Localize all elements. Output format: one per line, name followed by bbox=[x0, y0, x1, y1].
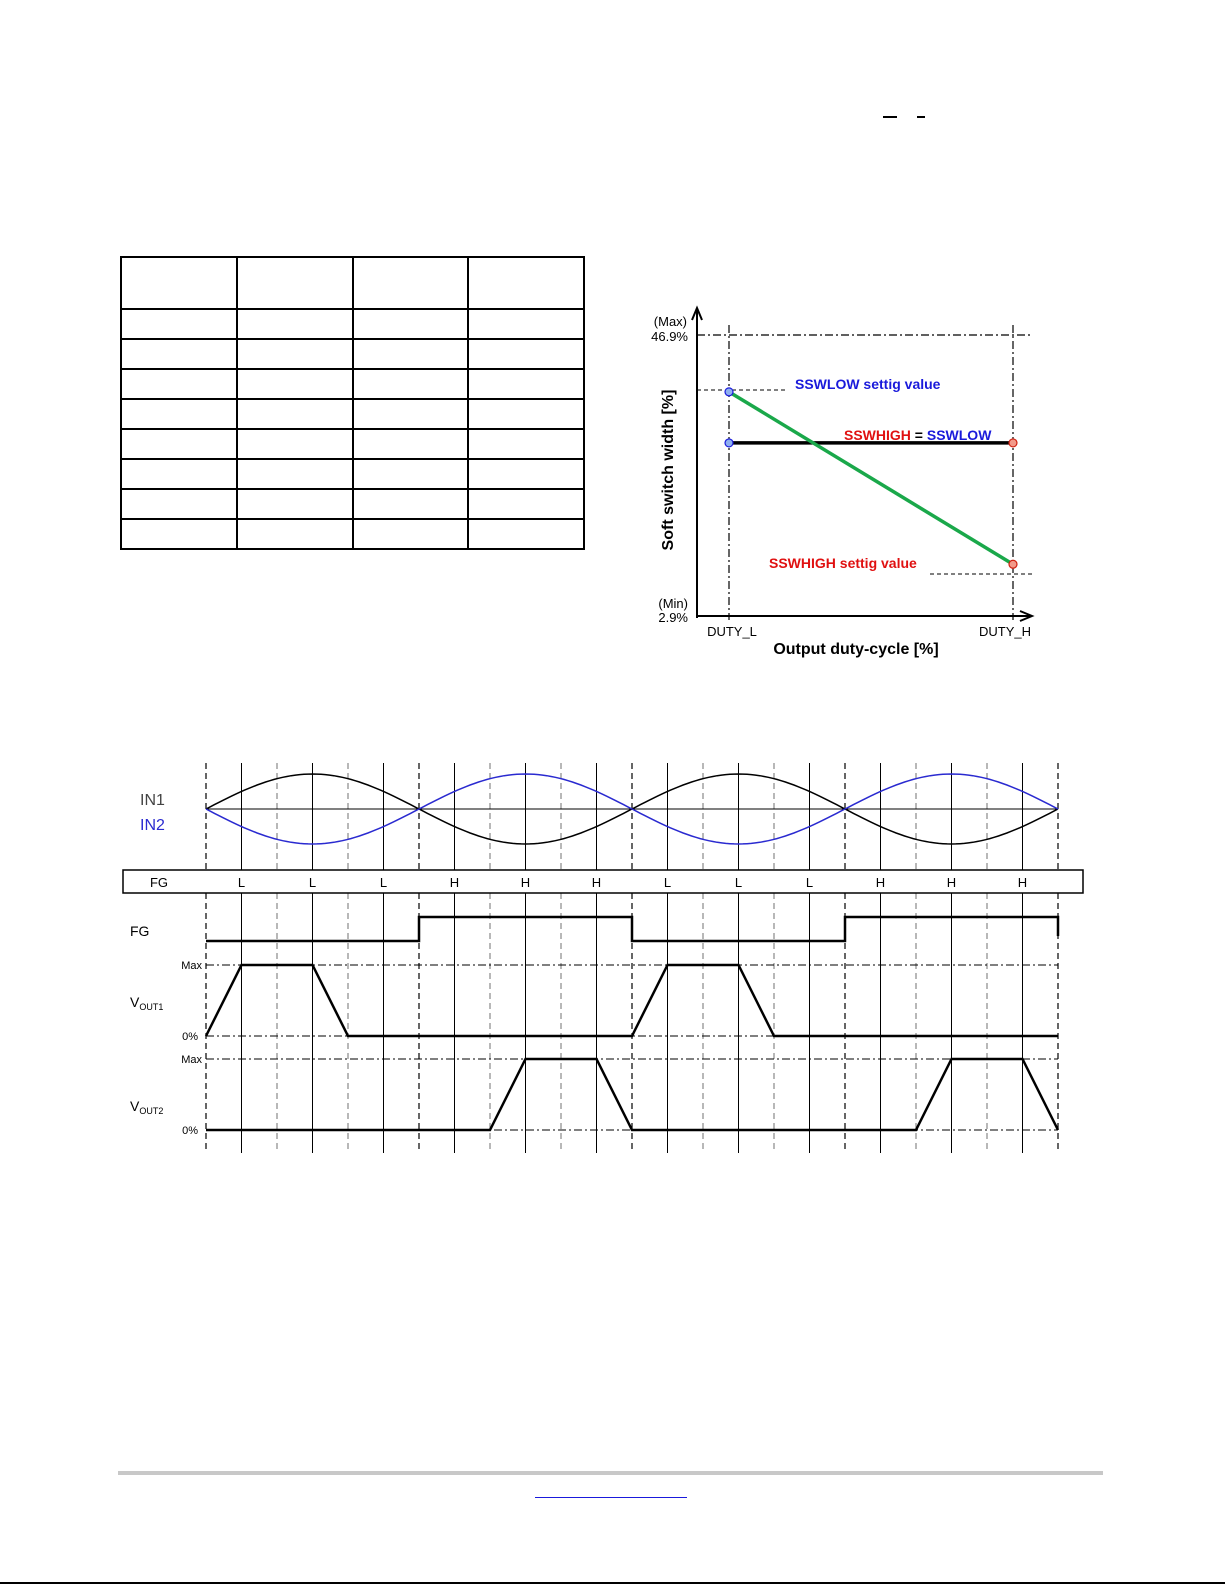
table-cell bbox=[353, 429, 469, 459]
table-cell bbox=[121, 309, 237, 339]
fg-state-label: H bbox=[946, 875, 957, 890]
table-row bbox=[121, 399, 584, 429]
vout2-sub: OUT2 bbox=[139, 1106, 164, 1116]
y-axis-title: Soft switch width [%] bbox=[660, 389, 677, 551]
table-cell bbox=[121, 257, 237, 309]
table-cell bbox=[468, 399, 584, 429]
equality-annotation bbox=[844, 427, 992, 443]
vout1-main: V bbox=[130, 994, 140, 1010]
table-cell bbox=[468, 309, 584, 339]
table-row bbox=[121, 257, 584, 309]
soft-switch-chart bbox=[640, 300, 1040, 670]
table-cell bbox=[353, 519, 469, 549]
in1-label: IN1 bbox=[140, 792, 165, 809]
fg-state-label: L bbox=[805, 875, 814, 890]
table-cell bbox=[353, 399, 469, 429]
table-row bbox=[121, 369, 584, 399]
equality-sign: = bbox=[910, 427, 927, 443]
page-bottom-rule bbox=[0, 1582, 1225, 1584]
table-cell bbox=[468, 519, 584, 549]
table-cell bbox=[468, 459, 584, 489]
fg-state-label: H bbox=[449, 875, 460, 890]
table-cell bbox=[468, 257, 584, 309]
vout2-main: V bbox=[130, 1098, 140, 1114]
table-cell bbox=[353, 257, 469, 309]
table-cell bbox=[237, 257, 353, 309]
sswlow-annotation: SSWLOW settig value bbox=[795, 376, 941, 392]
table-cell bbox=[121, 489, 237, 519]
table-cell bbox=[468, 369, 584, 399]
fg-state-label: L bbox=[308, 875, 317, 890]
table-cell bbox=[468, 429, 584, 459]
table-cell bbox=[468, 339, 584, 369]
table-cell bbox=[237, 399, 353, 429]
table-cell bbox=[353, 459, 469, 489]
table-cell bbox=[237, 339, 353, 369]
table-cell bbox=[121, 399, 237, 429]
table-cell bbox=[237, 309, 353, 339]
point-sswhigh-flat bbox=[1009, 439, 1017, 447]
y-max-word: (Max) bbox=[653, 314, 687, 329]
table-cell bbox=[237, 489, 353, 519]
table-cell bbox=[121, 339, 237, 369]
y-min-value: 2.9% bbox=[658, 610, 688, 625]
table-row bbox=[121, 429, 584, 459]
in2-label: IN2 bbox=[140, 817, 165, 834]
x-left-label: DUTY_L bbox=[707, 624, 757, 639]
ramp-series-line bbox=[729, 392, 1013, 564]
table-row bbox=[121, 519, 584, 549]
x-right-label: DUTY_H bbox=[978, 624, 1032, 639]
fg-signal-label: FG bbox=[130, 923, 150, 939]
fg-header: FG bbox=[149, 875, 169, 890]
fg-state-label: L bbox=[734, 875, 743, 890]
sswhigh-annotation: SSWHIGH settig value bbox=[769, 555, 917, 571]
timing-diagram bbox=[110, 745, 1100, 1165]
table-cell bbox=[121, 369, 237, 399]
y-min-word: (Min) bbox=[658, 596, 688, 611]
footer-link[interactable] bbox=[535, 1481, 687, 1498]
table-cell bbox=[237, 429, 353, 459]
table-cell bbox=[353, 369, 469, 399]
vout1-label bbox=[130, 994, 163, 1012]
fg-state-strip bbox=[123, 870, 1083, 893]
table-row bbox=[121, 489, 584, 519]
timing-grid-lines bbox=[206, 763, 1058, 1153]
table-cell bbox=[468, 489, 584, 519]
vout2-max-label: Max bbox=[181, 1054, 202, 1066]
vout1-max-label: Max bbox=[181, 960, 202, 972]
table-cell bbox=[237, 459, 353, 489]
fg-state-label: L bbox=[379, 875, 388, 890]
equality-left: SSWHIGH bbox=[844, 427, 911, 443]
y-max-value: 46.9% bbox=[651, 329, 688, 344]
point-sswhigh-bottom bbox=[1009, 560, 1017, 568]
parameter-table bbox=[120, 256, 585, 550]
vout2-label bbox=[130, 1098, 163, 1116]
table-row bbox=[121, 339, 584, 369]
fg-waveform bbox=[206, 917, 1058, 941]
fg-state-label: H bbox=[520, 875, 531, 890]
table-cell bbox=[121, 459, 237, 489]
table-cell bbox=[121, 519, 237, 549]
table-cell bbox=[237, 519, 353, 549]
table-cell bbox=[353, 489, 469, 519]
fg-state-label: H bbox=[875, 875, 886, 890]
table-cell bbox=[237, 369, 353, 399]
vout1-sub: OUT1 bbox=[139, 1002, 164, 1012]
footer-rule bbox=[118, 1471, 1103, 1475]
fg-state-label: L bbox=[663, 875, 672, 890]
fg-state-label: L bbox=[237, 875, 246, 890]
equality-right: SSWLOW bbox=[926, 427, 992, 443]
point-sswlow-flat bbox=[725, 439, 733, 447]
table-grid bbox=[120, 256, 585, 550]
vout2-zero-label: 0% bbox=[182, 1125, 198, 1137]
table-cell bbox=[121, 429, 237, 459]
table-cell bbox=[353, 309, 469, 339]
point-sswlow-top bbox=[725, 388, 733, 396]
table-cell bbox=[353, 339, 469, 369]
table-row bbox=[121, 309, 584, 339]
x-axis-title: Output duty-cycle [%] bbox=[773, 641, 939, 658]
fg-state-label: H bbox=[591, 875, 602, 890]
vout1-zero-label: 0% bbox=[182, 1031, 198, 1043]
fg-state-label: H bbox=[1017, 875, 1028, 890]
table-row bbox=[121, 459, 584, 489]
